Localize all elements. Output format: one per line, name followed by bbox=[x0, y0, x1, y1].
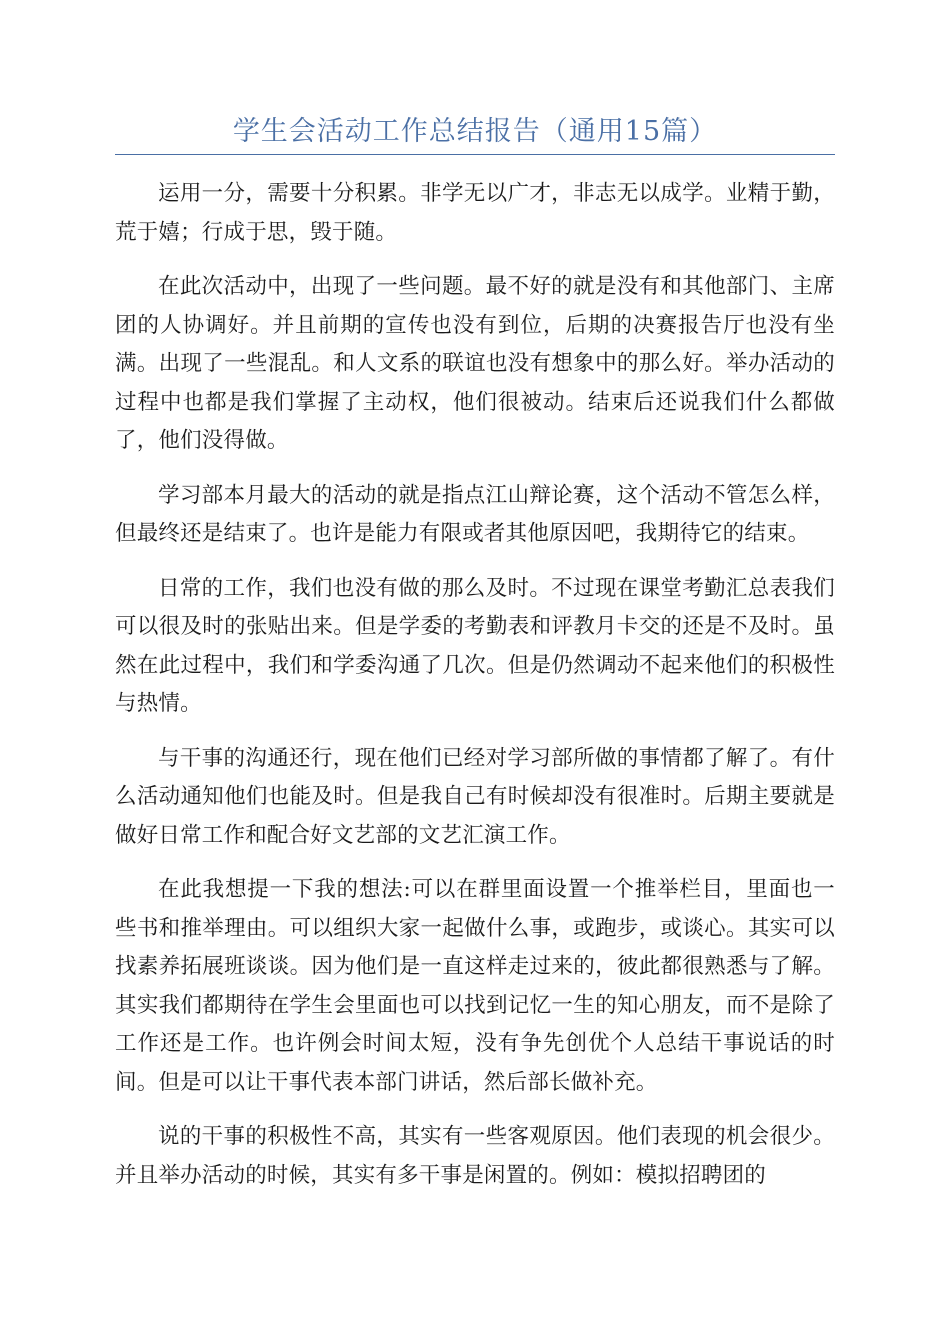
paragraph-6: 在此我想提一下我的想法:可以在群里面设置一个推举栏目，里面也一些书和推举理由。可以组织大家一起做什么事，或跑步，或谈心。其实可以找素养拓展班谈谈。因为他们是一直这样走过来的，彼此都很熟悉与了解。其实我们都期待在学生会里面也可以找到记忆一生的知心朋友，而不是除了工作还是工作。也许例会时间太短，没有争先创优个人总结干事说话的时间。但是可以让干事代表本部门讲话，然后部长做补充。 bbox=[115, 877, 835, 1095]
paragraph-7: 说的干事的积极性不高，其实有一些客观原因。他们表现的机会很少。并且举办活动的时候，其实有多干事是闲置的。例如：模拟招聘团的 bbox=[115, 1124, 835, 1188]
title-underline bbox=[115, 154, 835, 155]
paragraph-5: 与干事的沟通还行，现在他们已经对学习部所做的事情都了解了。有什么活动通知他们也能及时。但是我自己有时候却没有很准时。后期主要就是做好日常工作和配合好文艺部的文艺汇演工作。 bbox=[115, 745, 835, 848]
document-title: 学生会活动工作总结报告（通用15篇） bbox=[232, 116, 718, 147]
paragraph-4: 日常的工作，我们也没有做的那么及时。不过现在课堂考勤汇总表我们可以很及时的张贴出来。但是学委的考勤表和评教月卡交的还是不及时。虽然在此过程中，我们和学委沟通了几次。但是仍然调动不起来他们的积极性与热情。 bbox=[115, 575, 835, 716]
paragraph-1: 运用一分，需要十分积累。非学无以广才，非志无以成学。业精于勤，荒于嬉；行成于思，毁于随。 bbox=[115, 181, 835, 245]
paragraph-3: 学习部本月最大的活动的就是指点江山辩论赛，这个活动不管怎么样，但最终还是结束了。也许是能力有限或者其他原因吧，我期待它的结束。 bbox=[115, 482, 835, 546]
document-body bbox=[115, 175, 835, 1211]
paragraph-2: 在此次活动中，出现了一些问题。最不好的就是没有和其他部门、主席团的人协调好。并且前期的宣传也没有到位，后期的决赛报告厅也没有坐满。出现了一些混乱。和人文系的联谊也没有想象中的那么好。举办活动的过程中也都是我们掌握了主动权，他们很被动。结束后还说我们什么都做了，他们没得做。 bbox=[115, 274, 835, 453]
